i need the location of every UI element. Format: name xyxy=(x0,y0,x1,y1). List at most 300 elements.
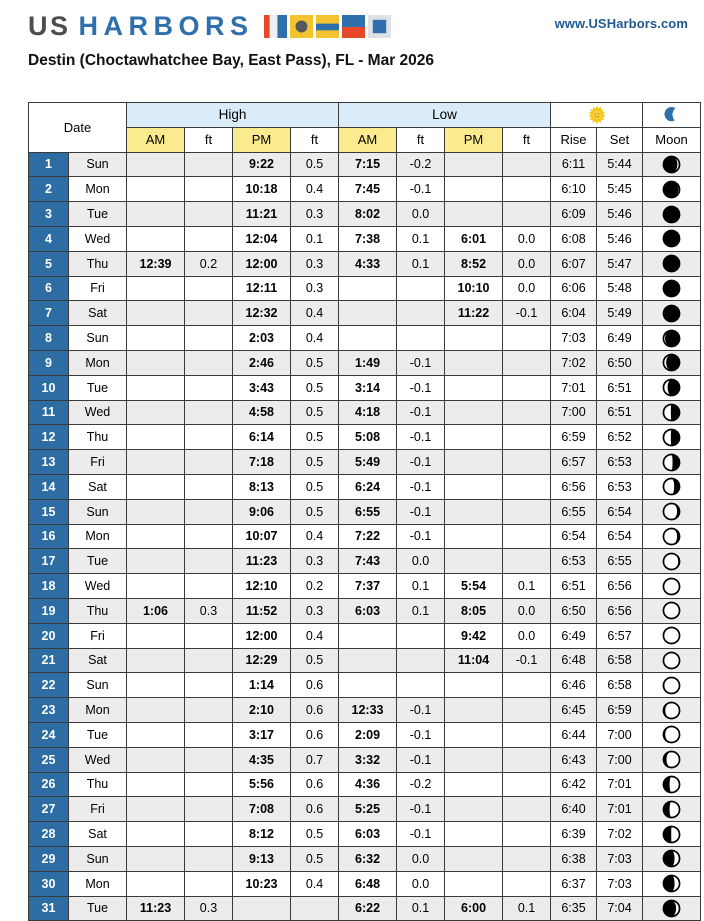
cell-low-pm-ft: 0.0 xyxy=(503,251,551,276)
table-row xyxy=(29,698,701,723)
cell-high-pm-ft: 0.5 xyxy=(291,375,339,400)
cell-day-number: 6 xyxy=(29,276,69,301)
cell-sunset: 7:03 xyxy=(597,846,643,871)
cell-day-number: 10 xyxy=(29,375,69,400)
cell-low-pm-time xyxy=(445,202,503,227)
cell-day-number: 26 xyxy=(29,772,69,797)
cell-high-am-time xyxy=(127,524,185,549)
cell-sunset: 7:00 xyxy=(597,722,643,747)
cell-high-am-ft xyxy=(185,797,233,822)
cell-day-number: 11 xyxy=(29,400,69,425)
cell-low-pm-time: 5:54 xyxy=(445,574,503,599)
cell-day-number: 7 xyxy=(29,301,69,326)
cell-high-am-time: 1:06 xyxy=(127,598,185,623)
cell-high-pm-time: 9:13 xyxy=(233,846,291,871)
table-row xyxy=(29,425,701,450)
cell-low-pm-ft xyxy=(503,673,551,698)
cell-high-am-time xyxy=(127,698,185,723)
header-low-pm-ft: ft xyxy=(503,127,551,152)
cell-low-am-ft: -0.2 xyxy=(397,772,445,797)
table-row xyxy=(29,450,701,475)
cell-day-number: 8 xyxy=(29,326,69,351)
cell-high-pm-time: 11:23 xyxy=(233,549,291,574)
cell-sunrise: 6:53 xyxy=(551,549,597,574)
header-low-am: AM xyxy=(339,127,397,152)
cell-day-name: Thu xyxy=(69,772,127,797)
table-row xyxy=(29,623,701,648)
cell-low-pm-time xyxy=(445,400,503,425)
cell-low-pm-time: 9:42 xyxy=(445,623,503,648)
moon-phase-icon xyxy=(643,525,700,549)
cell-low-pm-ft xyxy=(503,747,551,772)
cell-moon-phase xyxy=(643,301,701,326)
cell-low-am-ft: -0.1 xyxy=(397,350,445,375)
moon-phase-icon xyxy=(643,723,700,747)
cell-low-am-ft: -0.1 xyxy=(397,177,445,202)
cell-day-number: 29 xyxy=(29,846,69,871)
flag-yellow-blue-bands-icon xyxy=(316,15,339,38)
cell-day-name: Mon xyxy=(69,698,127,723)
cell-high-am-time xyxy=(127,202,185,227)
cell-low-pm-ft xyxy=(503,326,551,351)
cell-high-pm-time: 3:17 xyxy=(233,722,291,747)
cell-sunrise: 6:08 xyxy=(551,226,597,251)
cell-low-pm-ft: 0.1 xyxy=(503,896,551,921)
cell-high-pm-time: 12:00 xyxy=(233,623,291,648)
table-row xyxy=(29,822,701,847)
cell-day-number: 22 xyxy=(29,673,69,698)
cell-low-pm-time xyxy=(445,871,503,896)
flag-yellow-dot-icon xyxy=(290,15,313,38)
cell-moon-phase xyxy=(643,673,701,698)
cell-low-am-ft: -0.1 xyxy=(397,722,445,747)
header-low-pm: PM xyxy=(445,127,503,152)
cell-low-am-time: 4:18 xyxy=(339,400,397,425)
cell-moon-phase xyxy=(643,177,701,202)
header-date: Date xyxy=(29,103,127,153)
moon-phase-icon xyxy=(643,624,700,648)
header-high-am-ft: ft xyxy=(185,127,233,152)
cell-sunrise: 6:43 xyxy=(551,747,597,772)
cell-high-am-ft xyxy=(185,400,233,425)
table-row xyxy=(29,499,701,524)
cell-low-am-ft: 0.0 xyxy=(397,549,445,574)
cell-day-number: 30 xyxy=(29,871,69,896)
cell-sunset: 5:46 xyxy=(597,202,643,227)
cell-high-pm-time: 2:46 xyxy=(233,350,291,375)
header-high-pm-ft: ft xyxy=(291,127,339,152)
cell-day-number: 3 xyxy=(29,202,69,227)
table-row xyxy=(29,152,701,177)
cell-low-pm-time xyxy=(445,747,503,772)
moon-phase-icon xyxy=(643,277,700,301)
cell-moon-phase xyxy=(643,598,701,623)
cell-low-pm-time xyxy=(445,524,503,549)
cell-day-name: Fri xyxy=(69,623,127,648)
cell-high-am-time xyxy=(127,673,185,698)
cell-low-pm-time: 6:00 xyxy=(445,896,503,921)
cell-low-am-time: 6:03 xyxy=(339,822,397,847)
cell-high-pm-time: 3:43 xyxy=(233,375,291,400)
cell-sunset: 6:58 xyxy=(597,673,643,698)
cell-sunrise: 6:04 xyxy=(551,301,597,326)
cell-moon-phase xyxy=(643,326,701,351)
cell-low-am-ft: -0.1 xyxy=(397,797,445,822)
cell-high-am-time xyxy=(127,326,185,351)
cell-sunset: 5:44 xyxy=(597,152,643,177)
cell-high-pm-time: 4:58 xyxy=(233,400,291,425)
cell-day-number: 9 xyxy=(29,350,69,375)
cell-low-pm-ft xyxy=(503,524,551,549)
cell-day-number: 31 xyxy=(29,896,69,921)
cell-moon-phase xyxy=(643,747,701,772)
cell-day-number: 19 xyxy=(29,598,69,623)
cell-low-pm-time xyxy=(445,722,503,747)
cell-high-pm-ft: 0.6 xyxy=(291,772,339,797)
nautical-flags xyxy=(264,15,391,38)
cell-sunrise: 6:55 xyxy=(551,499,597,524)
cell-high-am-ft xyxy=(185,152,233,177)
cell-low-am-ft: 0.1 xyxy=(397,251,445,276)
cell-moon-phase xyxy=(643,251,701,276)
table-row xyxy=(29,772,701,797)
cell-moon-phase xyxy=(643,846,701,871)
cell-low-pm-ft: 0.0 xyxy=(503,226,551,251)
cell-low-pm-time xyxy=(445,152,503,177)
moon-phase-icon xyxy=(643,649,700,673)
cell-day-name: Sat xyxy=(69,301,127,326)
cell-high-am-ft xyxy=(185,673,233,698)
cell-low-pm-time: 11:04 xyxy=(445,648,503,673)
cell-low-pm-time xyxy=(445,772,503,797)
cell-low-am-ft: 0.1 xyxy=(397,574,445,599)
cell-sunrise: 6:49 xyxy=(551,623,597,648)
table-row xyxy=(29,202,701,227)
cell-low-pm-ft xyxy=(503,202,551,227)
sun-icon xyxy=(551,103,643,128)
cell-day-name: Sun xyxy=(69,499,127,524)
cell-low-pm-ft xyxy=(503,871,551,896)
cell-day-name: Tue xyxy=(69,896,127,921)
cell-high-pm-time: 2:03 xyxy=(233,326,291,351)
cell-low-am-time: 6:24 xyxy=(339,474,397,499)
cell-high-am-ft xyxy=(185,846,233,871)
cell-day-number: 21 xyxy=(29,648,69,673)
cell-high-pm-time: 11:52 xyxy=(233,598,291,623)
cell-high-am-time xyxy=(127,474,185,499)
cell-low-am-ft: -0.1 xyxy=(397,474,445,499)
table-row xyxy=(29,301,701,326)
cell-low-am-ft xyxy=(397,276,445,301)
cell-sunset: 7:01 xyxy=(597,797,643,822)
cell-low-pm-time xyxy=(445,350,503,375)
cell-day-name: Sun xyxy=(69,326,127,351)
cell-sunset: 6:55 xyxy=(597,549,643,574)
cell-day-name: Thu xyxy=(69,251,127,276)
header-high: High xyxy=(127,103,339,128)
cell-day-number: 28 xyxy=(29,822,69,847)
logo-text-harbors: HARBORS xyxy=(78,10,254,41)
table-body xyxy=(29,152,701,921)
cell-day-number: 27 xyxy=(29,797,69,822)
cell-low-pm-time xyxy=(445,177,503,202)
cell-high-pm-time: 8:12 xyxy=(233,822,291,847)
cell-low-pm-ft xyxy=(503,822,551,847)
cell-day-name: Tue xyxy=(69,722,127,747)
table-row xyxy=(29,400,701,425)
moon-phase-icon xyxy=(643,153,700,177)
cell-high-pm-time: 5:56 xyxy=(233,772,291,797)
cell-moon-phase xyxy=(643,722,701,747)
cell-high-am-ft xyxy=(185,549,233,574)
cell-day-name: Tue xyxy=(69,549,127,574)
cell-low-pm-time xyxy=(445,450,503,475)
cell-high-pm-ft: 0.4 xyxy=(291,326,339,351)
cell-low-pm-ft xyxy=(503,698,551,723)
cell-low-am-ft xyxy=(397,326,445,351)
cell-high-am-ft xyxy=(185,698,233,723)
cell-sunset: 6:52 xyxy=(597,425,643,450)
cell-high-am-time xyxy=(127,574,185,599)
cell-day-number: 20 xyxy=(29,623,69,648)
cell-low-am-ft: -0.1 xyxy=(397,375,445,400)
cell-low-am-ft: 0.1 xyxy=(397,598,445,623)
cell-sunset: 7:01 xyxy=(597,772,643,797)
cell-high-am-ft xyxy=(185,574,233,599)
cell-high-am-ft xyxy=(185,474,233,499)
cell-low-pm-ft xyxy=(503,549,551,574)
cell-low-pm-ft xyxy=(503,450,551,475)
moon-phase-icon xyxy=(643,227,700,251)
cell-high-pm-ft: 0.5 xyxy=(291,350,339,375)
cell-low-am-time: 4:36 xyxy=(339,772,397,797)
tide-table xyxy=(28,102,701,921)
cell-day-number: 12 xyxy=(29,425,69,450)
cell-moon-phase xyxy=(643,524,701,549)
cell-high-am-time xyxy=(127,871,185,896)
cell-low-am-ft: -0.1 xyxy=(397,499,445,524)
header-high-am: AM xyxy=(127,127,185,152)
cell-low-pm-time xyxy=(445,549,503,574)
moon-phase-icon xyxy=(643,425,700,449)
cell-high-am-ft xyxy=(185,822,233,847)
cell-low-pm-ft: 0.1 xyxy=(503,574,551,599)
cell-low-pm-time xyxy=(445,425,503,450)
cell-high-pm-time: 4:35 xyxy=(233,747,291,772)
cell-low-am-ft: 0.0 xyxy=(397,202,445,227)
cell-day-name: Mon xyxy=(69,177,127,202)
cell-low-am-time xyxy=(339,623,397,648)
cell-high-am-ft xyxy=(185,276,233,301)
cell-low-pm-ft xyxy=(503,177,551,202)
cell-high-am-ft xyxy=(185,202,233,227)
cell-day-name: Sat xyxy=(69,822,127,847)
cell-low-pm-ft: 0.0 xyxy=(503,276,551,301)
table-row xyxy=(29,524,701,549)
moon-phase-icon xyxy=(643,847,700,871)
cell-high-am-ft xyxy=(185,301,233,326)
cell-high-pm-ft: 0.5 xyxy=(291,152,339,177)
cell-high-pm-ft: 0.3 xyxy=(291,598,339,623)
cell-high-am-time xyxy=(127,226,185,251)
cell-low-pm-ft xyxy=(503,797,551,822)
cell-day-name: Sat xyxy=(69,648,127,673)
cell-low-pm-time: 11:22 xyxy=(445,301,503,326)
cell-high-am-time xyxy=(127,425,185,450)
moon-phase-icon xyxy=(643,797,700,821)
cell-moon-phase xyxy=(643,822,701,847)
cell-high-pm-ft: 0.4 xyxy=(291,301,339,326)
cell-moon-phase xyxy=(643,425,701,450)
cell-low-am-ft xyxy=(397,648,445,673)
cell-moon-phase xyxy=(643,276,701,301)
moon-phase-icon xyxy=(643,500,700,524)
cell-low-am-time: 8:02 xyxy=(339,202,397,227)
cell-high-am-ft xyxy=(185,747,233,772)
cell-moon-phase xyxy=(643,375,701,400)
cell-low-pm-time xyxy=(445,698,503,723)
cell-low-pm-ft xyxy=(503,474,551,499)
cell-moon-phase xyxy=(643,226,701,251)
cell-low-am-time: 6:03 xyxy=(339,598,397,623)
cell-low-am-time: 6:22 xyxy=(339,896,397,921)
cell-high-am-time xyxy=(127,350,185,375)
cell-high-am-ft xyxy=(185,722,233,747)
cell-sunset: 7:02 xyxy=(597,822,643,847)
table-head xyxy=(29,103,701,153)
header-low-am-ft: ft xyxy=(397,127,445,152)
cell-low-am-ft: -0.1 xyxy=(397,425,445,450)
cell-day-number: 14 xyxy=(29,474,69,499)
cell-low-am-time: 6:55 xyxy=(339,499,397,524)
cell-sunset: 6:54 xyxy=(597,524,643,549)
cell-day-name: Tue xyxy=(69,202,127,227)
cell-high-am-time xyxy=(127,549,185,574)
cell-sunset: 6:58 xyxy=(597,648,643,673)
cell-high-pm-ft: 0.5 xyxy=(291,400,339,425)
cell-high-am-time xyxy=(127,375,185,400)
cell-day-name: Wed xyxy=(69,574,127,599)
cell-high-pm-ft: 0.2 xyxy=(291,574,339,599)
cell-low-pm-ft xyxy=(503,846,551,871)
cell-sunrise: 6:51 xyxy=(551,574,597,599)
cell-sunrise: 6:09 xyxy=(551,202,597,227)
cell-moon-phase xyxy=(643,623,701,648)
cell-low-am-ft xyxy=(397,673,445,698)
cell-low-am-time: 7:37 xyxy=(339,574,397,599)
cell-low-pm-time xyxy=(445,474,503,499)
cell-day-number: 16 xyxy=(29,524,69,549)
cell-day-name: Fri xyxy=(69,450,127,475)
cell-low-am-ft: -0.1 xyxy=(397,698,445,723)
cell-day-name: Thu xyxy=(69,425,127,450)
cell-moon-phase xyxy=(643,474,701,499)
cell-high-pm-ft: 0.5 xyxy=(291,648,339,673)
cell-low-pm-ft xyxy=(503,425,551,450)
cell-high-am-ft: 0.3 xyxy=(185,896,233,921)
cell-high-am-time xyxy=(127,400,185,425)
cell-sunrise: 6:39 xyxy=(551,822,597,847)
cell-low-am-ft: -0.1 xyxy=(397,524,445,549)
cell-high-pm-time: 12:11 xyxy=(233,276,291,301)
cell-sunset: 6:56 xyxy=(597,574,643,599)
crescent-moon-icon xyxy=(643,103,701,128)
cell-low-pm-time xyxy=(445,797,503,822)
moon-phase-icon xyxy=(643,450,700,474)
cell-high-pm-ft: 0.5 xyxy=(291,474,339,499)
cell-low-am-time: 4:33 xyxy=(339,251,397,276)
cell-high-pm-ft: 0.6 xyxy=(291,673,339,698)
moon-phase-icon xyxy=(643,773,700,797)
moon-phase-icon xyxy=(643,574,700,598)
cell-low-am-time: 7:38 xyxy=(339,226,397,251)
cell-day-number: 15 xyxy=(29,499,69,524)
cell-low-am-time: 3:32 xyxy=(339,747,397,772)
cell-high-pm-ft: 0.4 xyxy=(291,524,339,549)
header-sunset: Set xyxy=(597,127,643,152)
moon-phase-icon xyxy=(643,326,700,350)
cell-day-number: 23 xyxy=(29,698,69,723)
cell-sunset: 7:00 xyxy=(597,747,643,772)
cell-high-pm-ft: 0.3 xyxy=(291,549,339,574)
cell-moon-phase xyxy=(643,549,701,574)
flag-blue-square-on-grey-icon xyxy=(368,15,391,38)
moon-phase-icon xyxy=(643,475,700,499)
cell-high-pm-ft: 0.3 xyxy=(291,251,339,276)
cell-low-pm-time: 10:10 xyxy=(445,276,503,301)
cell-sunrise: 6:37 xyxy=(551,871,597,896)
cell-low-am-time xyxy=(339,276,397,301)
cell-sunset: 6:57 xyxy=(597,623,643,648)
table-row xyxy=(29,797,701,822)
cell-day-name: Wed xyxy=(69,400,127,425)
cell-sunrise: 6:57 xyxy=(551,450,597,475)
cell-moon-phase xyxy=(643,400,701,425)
cell-sunrise: 7:00 xyxy=(551,400,597,425)
cell-high-pm-time: 11:21 xyxy=(233,202,291,227)
cell-low-pm-time: 6:01 xyxy=(445,226,503,251)
cell-high-pm-ft: 0.1 xyxy=(291,226,339,251)
cell-high-pm-time: 7:08 xyxy=(233,797,291,822)
cell-high-am-ft xyxy=(185,326,233,351)
cell-high-pm-ft: 0.3 xyxy=(291,276,339,301)
cell-high-am-ft xyxy=(185,375,233,400)
cell-high-am-ft: 0.2 xyxy=(185,251,233,276)
cell-sunset: 6:50 xyxy=(597,350,643,375)
cell-sunset: 6:56 xyxy=(597,598,643,623)
cell-high-am-ft xyxy=(185,226,233,251)
table-row xyxy=(29,747,701,772)
cell-high-pm-time: 1:14 xyxy=(233,673,291,698)
cell-moon-phase xyxy=(643,450,701,475)
cell-high-am-time xyxy=(127,301,185,326)
cell-high-pm-ft: 0.6 xyxy=(291,797,339,822)
moon-phase-icon xyxy=(643,202,700,226)
cell-low-am-time: 6:32 xyxy=(339,846,397,871)
cell-low-am-time: 7:15 xyxy=(339,152,397,177)
cell-sunset: 6:51 xyxy=(597,375,643,400)
cell-sunrise: 6:35 xyxy=(551,896,597,921)
moon-phase-icon xyxy=(643,897,700,921)
cell-sunrise: 6:46 xyxy=(551,673,597,698)
cell-low-pm-ft xyxy=(503,499,551,524)
cell-low-pm-ft: -0.1 xyxy=(503,301,551,326)
moon-phase-icon xyxy=(643,822,700,846)
site-url[interactable]: www.USHarbors.com xyxy=(554,16,688,31)
cell-day-number: 13 xyxy=(29,450,69,475)
cell-low-am-ft: 0.0 xyxy=(397,846,445,871)
cell-moon-phase xyxy=(643,202,701,227)
